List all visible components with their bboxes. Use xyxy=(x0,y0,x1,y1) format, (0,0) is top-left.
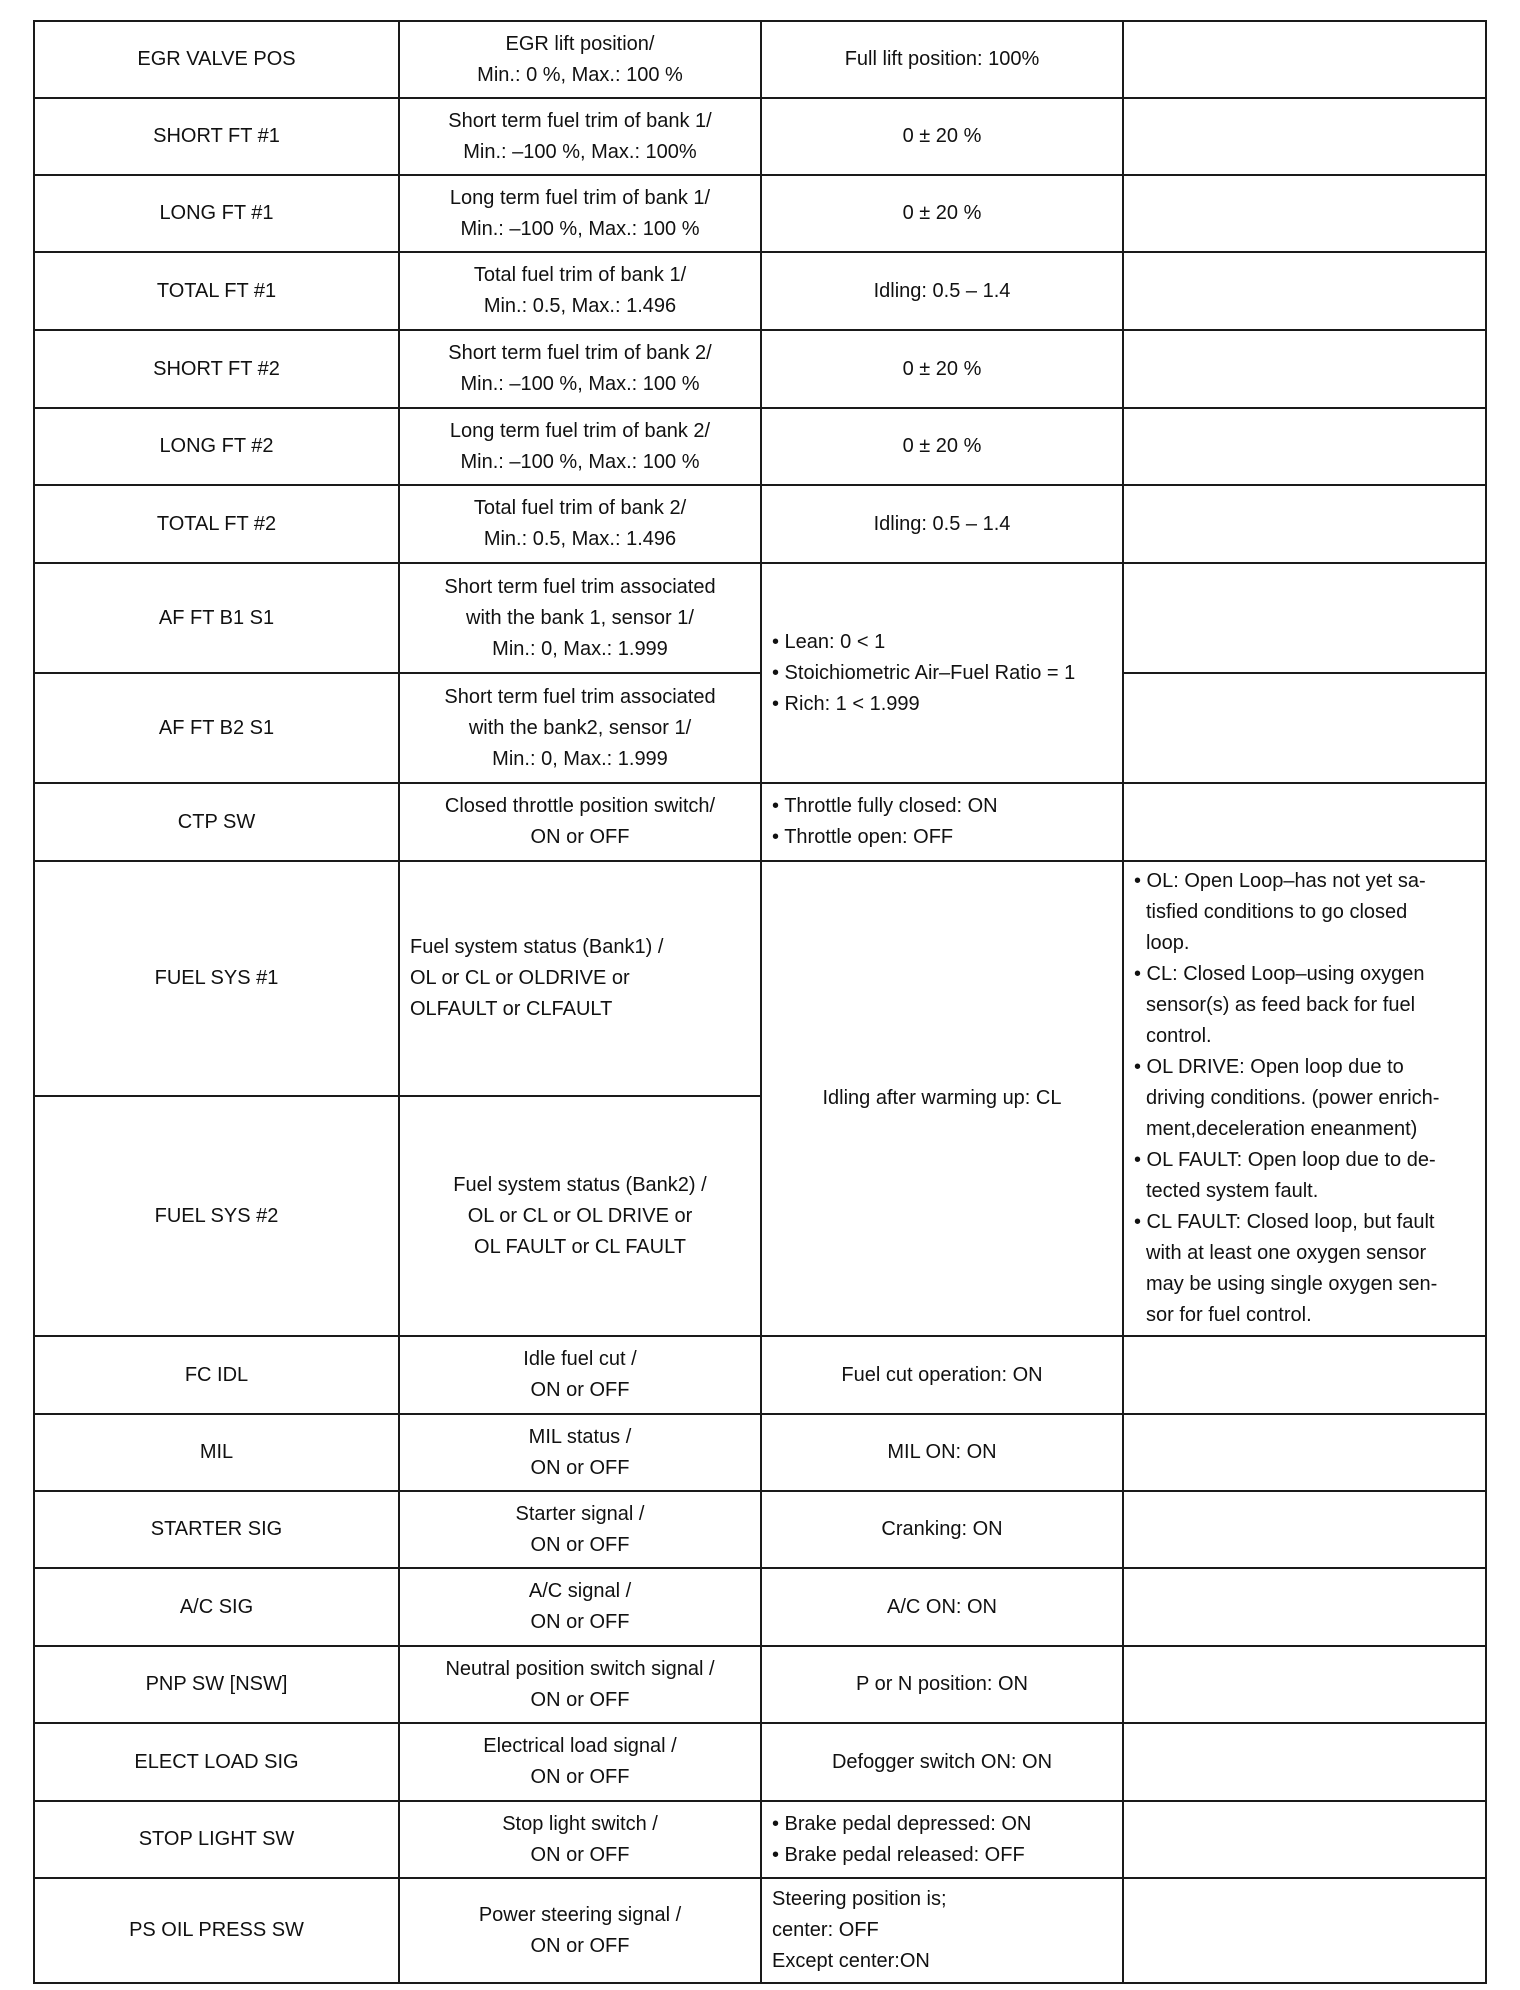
description-cell: Total fuel trim of bank 2/ Min.: 0.5, Max.: 1.496 xyxy=(399,485,761,563)
description-cell: Power steering signal / ON or OFF xyxy=(399,1878,761,1983)
table-row xyxy=(34,175,1486,252)
table-row xyxy=(34,98,1486,175)
normal-condition-cell: • Throttle fully closed: ON • Throttle open: OFF xyxy=(761,783,1123,861)
item-cell: PS OIL PRESS SW xyxy=(34,1878,399,1983)
diagnostic-note-cell xyxy=(1123,252,1486,330)
diagnostic-note-cell xyxy=(1123,1414,1486,1491)
item-cell: MIL xyxy=(34,1414,399,1491)
diagnostic-note-cell xyxy=(1123,98,1486,175)
normal-condition-cell: Idling: 0.5 – 1.4 xyxy=(761,252,1123,330)
description-cell: Fuel system status (Bank2) / OL or CL or OL DRIVE or OL FAULT or CL FAULT xyxy=(399,1096,761,1336)
diagnostic-note-cell xyxy=(1123,1646,1486,1723)
description-cell: Neutral position switch signal / ON or OFF xyxy=(399,1646,761,1723)
normal-condition-cell: 0 ± 20 % xyxy=(761,330,1123,408)
description-cell: Closed throttle position switch/ ON or OFF xyxy=(399,783,761,861)
normal-condition-cell: • Brake pedal depressed: ON • Brake pedal released: OFF xyxy=(761,1801,1123,1878)
diagnostic-note-cell xyxy=(1123,175,1486,252)
item-cell: AF FT B1 S1 xyxy=(34,563,399,673)
diagnostic-note-cell xyxy=(1123,1723,1486,1801)
description-cell: Long term fuel trim of bank 1/ Min.: –100 %, Max.: 100 % xyxy=(399,175,761,252)
item-cell: CTP SW xyxy=(34,783,399,861)
item-cell: STARTER SIG xyxy=(34,1491,399,1568)
table-row xyxy=(34,1801,1486,1878)
normal-condition-cell: Fuel cut operation: ON xyxy=(761,1336,1123,1414)
normal-condition-cell: Cranking: ON xyxy=(761,1491,1123,1568)
table-row xyxy=(34,1491,1486,1568)
table-row xyxy=(34,1878,1486,1983)
table-row xyxy=(34,861,1486,1096)
diagnostic-note-cell xyxy=(1123,1801,1486,1878)
description-cell: MIL status / ON or OFF xyxy=(399,1414,761,1491)
item-cell: PNP SW [NSW] xyxy=(34,1646,399,1723)
table-row xyxy=(34,252,1486,330)
normal-condition-cell: Idling: 0.5 – 1.4 xyxy=(761,485,1123,563)
table-row xyxy=(34,783,1486,861)
item-cell: TOTAL FT #1 xyxy=(34,252,399,330)
table-row xyxy=(34,1414,1486,1491)
diagnostic-note-cell xyxy=(1123,1491,1486,1568)
table-row xyxy=(34,1723,1486,1801)
normal-condition-cell: Defogger switch ON: ON xyxy=(761,1723,1123,1801)
table-row xyxy=(34,408,1486,485)
description-cell: Long term fuel trim of bank 2/ Min.: –100 %, Max.: 100 % xyxy=(399,408,761,485)
diagnostic-note-cell xyxy=(1123,1878,1486,1983)
fuel-sys-notes-cell: • OL: Open Loop–has not yet sa- tisfied conditions to go closed loop. • CL: Closed Loop–using oxygen sensor(s) as feed back for fuel control. • OL DRIVE: Open loop due to driving conditions. (power enrich- ment,deceleration eneanment) • OL FAULT: Open loop due to de- tected system fault. • CL FAULT: Closed loop, but fault with at least one oxygen sensor may be using single oxygen sen- sor for fuel control. xyxy=(1123,861,1486,1336)
normal-condition-cell: P or N position: ON xyxy=(761,1646,1123,1723)
item-cell: A/C SIG xyxy=(34,1568,399,1646)
diagnostic-note-cell xyxy=(1123,563,1486,673)
table-row xyxy=(34,673,1486,783)
table-row xyxy=(34,1568,1486,1646)
normal-condition-cell: MIL ON: ON xyxy=(761,1414,1123,1491)
item-cell: SHORT FT #1 xyxy=(34,98,399,175)
description-cell: Fuel system status (Bank1) / OL or CL or OLDRIVE or OLFAULT or CLFAULT xyxy=(399,861,761,1096)
table-row xyxy=(34,1646,1486,1723)
item-cell: FUEL SYS #2 xyxy=(34,1096,399,1336)
item-cell: LONG FT #2 xyxy=(34,408,399,485)
diagnostic-note-cell xyxy=(1123,673,1486,783)
item-cell: ELECT LOAD SIG xyxy=(34,1723,399,1801)
normal-condition-cell: 0 ± 20 % xyxy=(761,98,1123,175)
diagnostic-note-cell xyxy=(1123,783,1486,861)
item-cell: STOP LIGHT SW xyxy=(34,1801,399,1878)
description-cell: A/C signal / ON or OFF xyxy=(399,1568,761,1646)
normal-condition-cell: 0 ± 20 % xyxy=(761,408,1123,485)
item-cell: LONG FT #1 xyxy=(34,175,399,252)
diagnostic-note-cell xyxy=(1123,408,1486,485)
item-cell: FUEL SYS #1 xyxy=(34,861,399,1096)
description-cell: Starter signal / ON or OFF xyxy=(399,1491,761,1568)
description-cell: Idle fuel cut / ON or OFF xyxy=(399,1336,761,1414)
normal-condition-cell: Full lift position: 100% xyxy=(761,21,1123,98)
description-cell: Short term fuel trim associated with the bank2, sensor 1/ Min.: 0, Max.: 1.999 xyxy=(399,673,761,783)
description-cell: Total fuel trim of bank 1/ Min.: 0.5, Max.: 1.496 xyxy=(399,252,761,330)
data-list-table xyxy=(33,20,1487,1984)
description-cell: Short term fuel trim of bank 2/ Min.: –100 %, Max.: 100 % xyxy=(399,330,761,408)
diagnostic-note-cell xyxy=(1123,1336,1486,1414)
diagnostic-note-cell xyxy=(1123,1568,1486,1646)
item-cell: AF FT B2 S1 xyxy=(34,673,399,783)
af-normal-condition-cell: • Lean: 0 < 1 • Stoichiometric Air–Fuel Ratio = 1 • Rich: 1 < 1.999 xyxy=(761,563,1123,783)
description-cell: Stop light switch / ON or OFF xyxy=(399,1801,761,1878)
item-cell: FC IDL xyxy=(34,1336,399,1414)
normal-condition-cell: A/C ON: ON xyxy=(761,1568,1123,1646)
table-row xyxy=(34,563,1486,673)
item-cell: SHORT FT #2 xyxy=(34,330,399,408)
description-cell: Electrical load signal / ON or OFF xyxy=(399,1723,761,1801)
table-row xyxy=(34,1336,1486,1414)
diagnostic-note-cell xyxy=(1123,21,1486,98)
table-row xyxy=(34,330,1486,408)
table-row xyxy=(34,21,1486,98)
item-cell: EGR VALVE POS xyxy=(34,21,399,98)
normal-condition-cell: 0 ± 20 % xyxy=(761,175,1123,252)
description-cell: Short term fuel trim of bank 1/ Min.: –100 %, Max.: 100% xyxy=(399,98,761,175)
diagnostic-note-cell xyxy=(1123,485,1486,563)
table-row xyxy=(34,485,1486,563)
item-cell: TOTAL FT #2 xyxy=(34,485,399,563)
description-cell: EGR lift position/ Min.: 0 %, Max.: 100 % xyxy=(399,21,761,98)
description-cell: Short term fuel trim associated with the bank 1, sensor 1/ Min.: 0, Max.: 1.999 xyxy=(399,563,761,673)
normal-condition-cell: Steering position is; center: OFF Except center:ON xyxy=(761,1878,1123,1983)
fuel-sys-normal-condition-cell: Idling after warming up: CL xyxy=(761,861,1123,1336)
diagnostic-note-cell xyxy=(1123,330,1486,408)
